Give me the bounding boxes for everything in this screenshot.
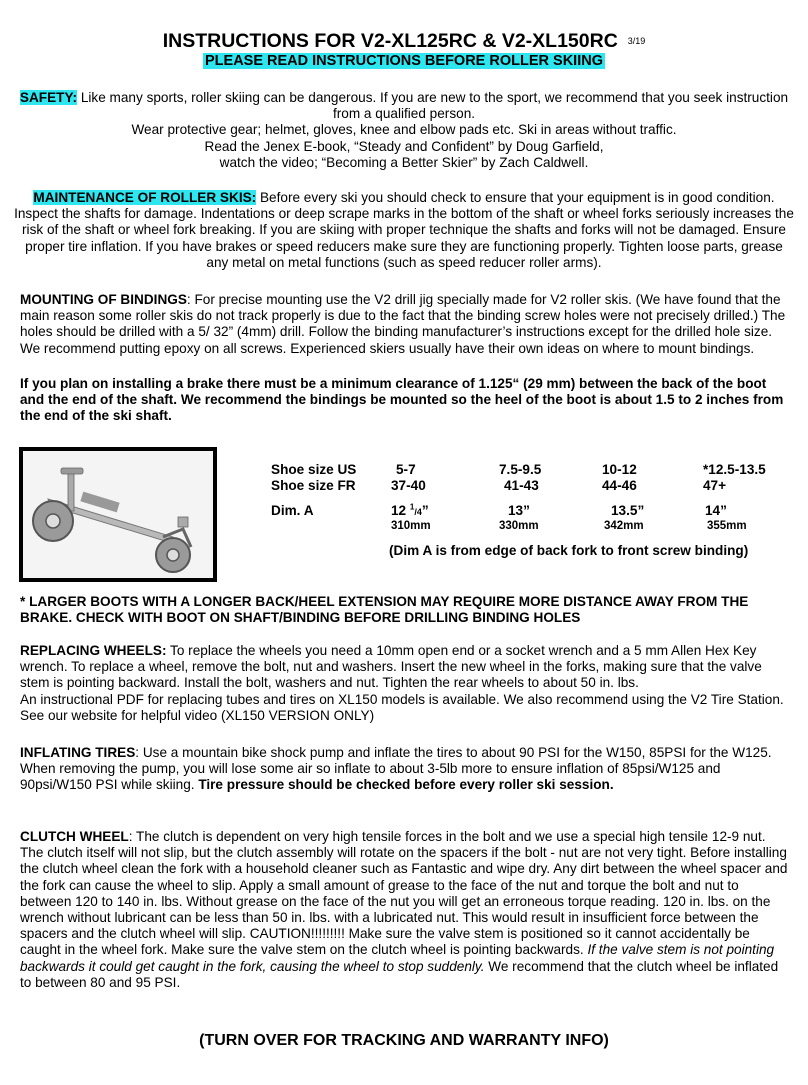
page-subtitle <box>0 52 808 70</box>
inflating-label: INFLATING TIRES <box>20 745 136 760</box>
table-cell: 37-40 <box>391 478 426 493</box>
mounting-section <box>20 292 790 357</box>
table-cell: 10-12 <box>602 462 637 477</box>
table-cell: 342mm <box>604 520 644 532</box>
title-text: INSTRUCTIONS FOR V2-XL125RC & V2-XL150RC <box>162 30 618 52</box>
dim-a-label: Dim. A <box>271 503 314 518</box>
safety-section <box>14 90 794 171</box>
dim-numerator: 1 <box>409 502 415 512</box>
subtitle-text: PLEASE READ INSTRUCTIONS BEFORE ROLLER SKIING <box>205 53 603 69</box>
replacing-wheels-section <box>20 643 790 724</box>
inflating-text: : Use a mountain bike shock pump and inflate the tires to about 90 PSI for the W150, 85PSI for the W125. When removing the pump, you will lose some air so inflate to about 3-5lb more to ensure inflation of 85psi/W125 and 90psi/W150 PSI while skiing. <box>20 745 772 793</box>
table-cell: 14” <box>705 503 727 518</box>
dim-a-note: (Dim A is from edge of back fork to front screw binding) <box>389 543 749 558</box>
maintenance-section <box>14 190 794 271</box>
tire-pressure-note: Tire pressure should be checked before every roller ski session. <box>198 777 614 793</box>
table-cell: 13” <box>508 503 530 518</box>
clutch-end-text: We recommend that the clutch wheel be inflated to between 80 and 95 PSI. <box>20 958 779 990</box>
safety-label: SAFETY: <box>19 90 78 105</box>
maintenance-label: MAINTENANCE OF ROLLER SKIS: <box>33 190 257 205</box>
shoe-size-us-label: Shoe size US <box>271 462 357 477</box>
mounting-label: MOUNTING OF BINDINGS <box>20 292 187 307</box>
larger-boots-warning: * LARGER BOOTS WITH A LONGER BACK/HEEL EXTENSION MAY REQUIRE MORE DISTANCE AWAY FROM THE BRAKE. CHECK WITH BOOT ON SHAFT/BINDING BEFORE DRILLING BINDING HOLES <box>20 594 749 626</box>
table-cell: *12.5-13.5 <box>703 462 766 477</box>
roller-ski-icon <box>23 451 213 578</box>
table-cell: 330mm <box>499 520 539 532</box>
safety-video-line: watch the video; “Becoming a Better Skier” by Zach Caldwell. <box>219 154 589 170</box>
maintenance-text: Before every ski you should check to ensure that your equipment is in good condition. Inspect the shafts for damage. Indentations or deep scrape marks in the bottom of the shaft or wheel forks seriously increases the risk of the shaft or wheel fork breaking. If you are skiing with proper technique the shafts and forks will not be damaged. Ensure proper tire inflation. If you have brakes or speed reducers make sure they are functioning properly. Tighten loose parts, grease any metal on metal functions (such as speed reducer roller arms). <box>14 190 794 270</box>
safety-ebook-line: Read the Jenex E-book, “Steady and Confident” by Doug Garfield, <box>204 138 604 154</box>
table-cell <box>391 503 429 520</box>
clutch-wheel-section <box>20 829 790 991</box>
dim-quote: ” <box>421 503 429 518</box>
inflating-tires-section <box>20 745 790 794</box>
brake-clearance-note: If you plan on installing a brake there must be a minimum clearance of 1.125“ (29 mm) between the back of the boot and the end of the shaft. We recommend the bindings be mounted so the heel of the boot is about 1.5 to 2 inches from the end of the ski shaft. <box>20 376 784 424</box>
clutch-text: : The clutch is dependent on very high tensile forces in the bolt and we use a special high tensile 12-9 nut. The clutch itself will not slip, but the clutch assembly will rotate on the spacers if the bolt - nut are not very tight. Before installing the clutch wheel clean the fork with a household cleaner such as Fantastic and wipe dry. Any dirt between the wheel spacer and the fork can cause the wheel to slip. Apply a small amount of grease to the face of the nut and torque the bolt and nut to between 120 to 140 in. lbs. Without grease on the face of the nut you will get an erroneous torque reading. 120 in. lbs. on the wrench without lubricant can be less than 50 in. lbs. with a lubricated nut. This would result in insufficient force between the spacers and the clutch wheel will slip. CAUTION!!!!!!!!! Make sure the valve stem is positioned so it cannot accidentally be caught in the wheel fork. Make sure the valve stem on the clutch wheel is pointing backwards. <box>20 829 788 958</box>
table-cell: 355mm <box>707 520 747 532</box>
table-cell: 41-43 <box>504 478 539 493</box>
table-cell: 44-46 <box>602 478 637 493</box>
safety-text: Like many sports, roller skiing can be dangerous. If you are new to the sport, we recommend that you seek instruction from a qualified person. <box>77 90 789 122</box>
clutch-italic-warning: If the valve stem is not pointing backwards it could get caught in the fork, causing the wheel to stop suddenly. <box>20 942 775 974</box>
revision-date: 3/19 <box>627 36 646 46</box>
dim-denominator: /4 <box>414 507 422 517</box>
roller-ski-photo <box>19 447 217 582</box>
turn-over-footer: (TURN OVER FOR TRACKING AND WARRANTY INFO) <box>199 1032 609 1049</box>
shoe-size-fr-label: Shoe size FR <box>271 478 356 493</box>
replacing-pdf-line: An instructional PDF for replacing tubes and tires on XL150 models is available. We also recommend using the V2 Tire Station. See our website for helpful video (XL150 VERSION ONLY) <box>20 691 784 723</box>
table-cell: 13.5” <box>611 503 645 518</box>
table-cell: 310mm <box>391 520 431 532</box>
table-cell: 47+ <box>703 478 727 493</box>
replacing-text: To replace the wheels you need a 10mm open end or a socket wrench and a 5 mm Allen Hex Key wrench. To replace a wheel, remove the bolt, nut and washers. Insert the new wheel in the forks, making sure that the valve stem is pointing backward. Install the bolt, washers and nut. Tighten the rear wheels to about 50 in. lbs. <box>20 643 762 691</box>
mounting-text: : For precise mounting use the V2 drill jig specially made for V2 roller skis. (We have found that the main reason some roller skis do not track properly is due to the fact that the binding screw holes were not precisely drilled.) The holes should be drilled with a 5/ 32” (4mm) drill. Follow the binding manufacturer’s instructions except for the drilled hole size. We recommend putting epoxy on all screws. Experienced skiers usually have their own ideas on where to mount bindings. <box>20 292 786 356</box>
clutch-label: CLUTCH WHEEL <box>20 829 129 844</box>
safety-gear-line: Wear protective gear; helmet, gloves, knee and elbow pads etc. Ski in areas without traffic. <box>131 122 677 138</box>
table-cell: 7.5-9.5 <box>499 462 542 477</box>
replacing-label: REPLACING WHEELS: <box>20 643 167 658</box>
table-cell: 5-7 <box>396 462 416 477</box>
dim-whole: 12 <box>391 503 410 518</box>
